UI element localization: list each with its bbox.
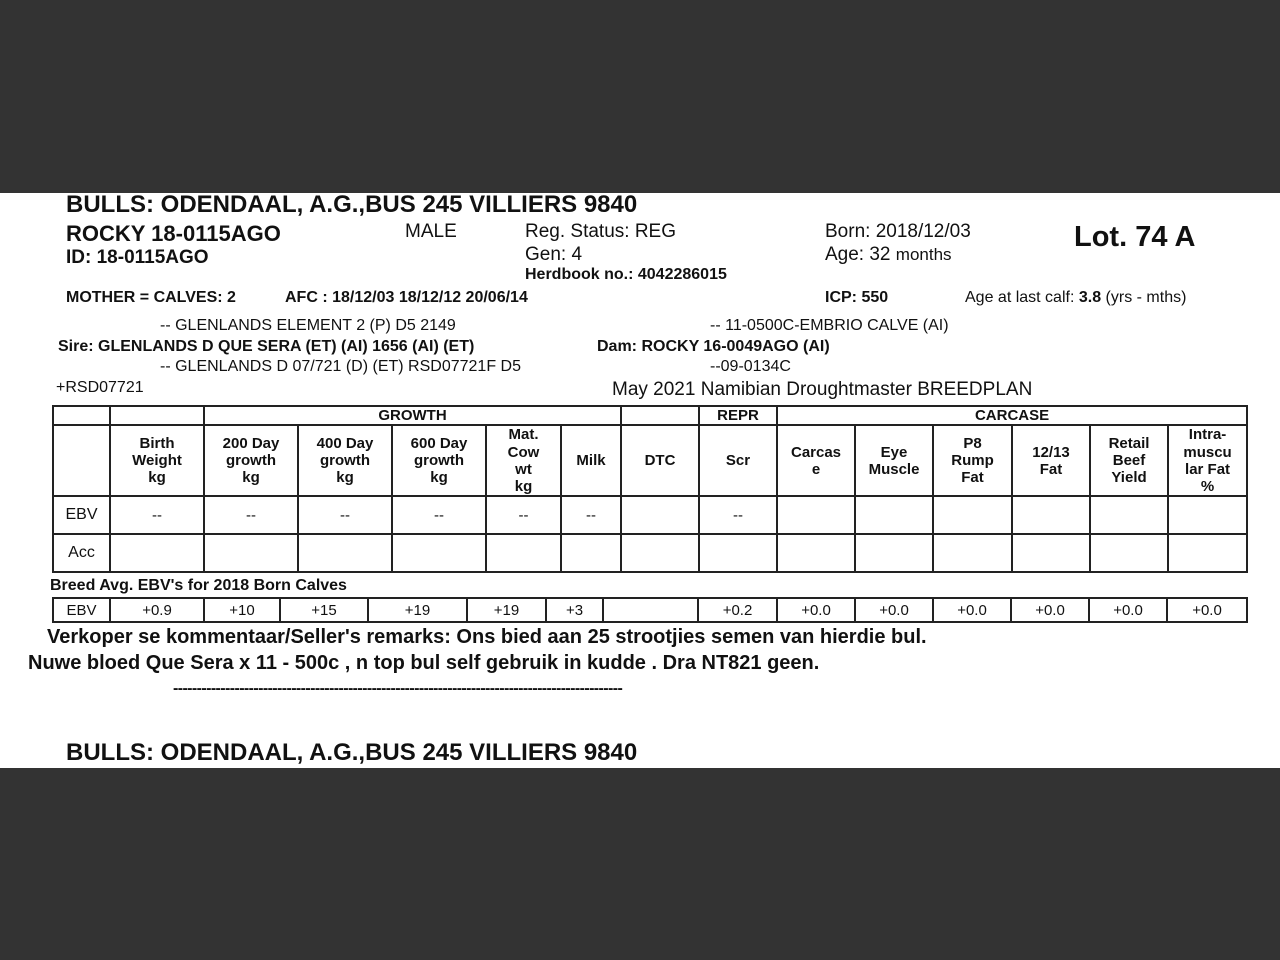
acc-cell	[298, 534, 392, 572]
breed-average-cell: +0.2	[698, 598, 777, 622]
header-p8-rump-fat: P8 Rump Fat	[933, 425, 1012, 496]
row-label-ebv: EBV	[53, 496, 110, 534]
header-600-day: 600 Day growth kg	[392, 425, 486, 496]
breed-average-cell: +0.0	[777, 598, 855, 622]
next-page-title: BULLS: ODENDAAL, A.G.,BUS 245 VILLIERS 9840	[66, 739, 638, 766]
age-last-calf	[965, 290, 1186, 306]
acc-cell	[1168, 534, 1247, 572]
ebv-cell: --	[204, 496, 298, 534]
dam-sire: -- 11-0500C-EMBRIO CALVE (AI)	[710, 317, 949, 334]
breed-average-title: Breed Avg. EBV's for 2018 Born Calves	[50, 577, 347, 594]
acc-cell	[855, 534, 933, 572]
group-blank-label	[53, 406, 110, 425]
header-blank	[53, 425, 110, 496]
animal-name: ROCKY 18-0115AGO	[66, 221, 281, 246]
breed-average-cell: +0.0	[1089, 598, 1167, 622]
seller-remarks-line-1: Verkoper se kommentaar/Seller's remarks: Ons bied aan 25 strootjies semen van hierdie bul.	[47, 626, 927, 648]
acc-cell	[621, 534, 699, 572]
breed-average-cell	[603, 598, 698, 622]
acc-cell	[486, 534, 561, 572]
acc-cell	[1090, 534, 1168, 572]
header-imf: Intra- muscu lar Fat %	[1168, 425, 1247, 496]
age-value: Age: 32	[825, 244, 891, 265]
ebv-cell	[855, 496, 933, 534]
ebv-table	[52, 405, 1248, 573]
ebv-cell: --	[392, 496, 486, 534]
breed-average-cell: +0.9	[110, 598, 204, 622]
age-first-calf: AFC : 18/12/03 18/12/12 20/06/14	[285, 289, 528, 306]
age-last-calf-label: Age at last calf:	[965, 289, 1075, 306]
acc-cell	[561, 534, 621, 572]
ebv-cell	[933, 496, 1012, 534]
sire-sire: -- GLENLANDS ELEMENT 2 (P) D5 2149	[160, 317, 456, 334]
reg-status: Reg. Status: REG	[525, 221, 677, 242]
acc-cell	[777, 534, 855, 572]
ebv-cell: --	[561, 496, 621, 534]
breed-average-cell: +0.0	[855, 598, 933, 622]
breedplan-label: May 2021 Namibian Droughtmaster BREEDPLAN	[612, 379, 1033, 400]
header-rib-fat: 12/13 Fat	[1012, 425, 1090, 496]
ebv-cell: --	[110, 496, 204, 534]
ebv-cell: --	[486, 496, 561, 534]
header-milk: Milk	[561, 425, 621, 496]
group-repr: REPR	[699, 406, 777, 425]
table-row	[53, 598, 1247, 622]
header-scrotal: Scr	[699, 425, 777, 496]
generation: Gen: 4	[525, 244, 583, 265]
acc-cell	[699, 534, 777, 572]
acc-cell	[110, 534, 204, 572]
breed-average-label: EBV	[53, 598, 110, 622]
group-growth: GROWTH	[204, 406, 621, 425]
header-carcase: Carcas e	[777, 425, 855, 496]
breed-average-cell: +19	[467, 598, 546, 622]
age-unit: months	[895, 245, 952, 264]
acc-cell	[392, 534, 486, 572]
breed-average-cell: +10	[204, 598, 280, 622]
lot-number: Lot. 74 A	[1074, 221, 1196, 253]
page-title: BULLS: ODENDAAL, A.G.,BUS 245 VILLIERS 9840	[66, 193, 638, 218]
ebv-cell: --	[298, 496, 392, 534]
herdbook-number: Herdbook no.: 4042286015	[525, 266, 727, 283]
breed-average-table	[52, 597, 1248, 623]
header-birth-weight: Birth Weight kg	[110, 425, 204, 496]
group-blank-dtc	[621, 406, 699, 425]
row-label-acc: Acc	[53, 534, 110, 572]
acc-cell	[1012, 534, 1090, 572]
dam-dam: --09-0134C	[710, 358, 791, 375]
table-row	[53, 534, 1247, 572]
mother-calves: MOTHER = CALVES: 2	[66, 289, 236, 306]
header-dtc: DTC	[621, 425, 699, 496]
breed-average-cell: +3	[546, 598, 603, 622]
age-last-calf-unit: (yrs - mths)	[1105, 289, 1187, 306]
header-eye-muscle: Eye Muscle	[855, 425, 933, 496]
ebv-cell: --	[699, 496, 777, 534]
divider-line: -----------------------------------------------------------------------------------------------	[173, 680, 623, 697]
breed-average-cell: +19	[368, 598, 467, 622]
ebv-cell	[1012, 496, 1090, 534]
sire-dam: -- GLENLANDS D 07/721 (D) (ET) RSD07721F D5	[160, 358, 521, 375]
icp: ICP: 550	[825, 289, 889, 306]
ebv-cell	[1090, 496, 1168, 534]
group-carcase: CARCASE	[777, 406, 1247, 425]
group-blank-birth	[110, 406, 204, 425]
animal-sex: MALE	[405, 221, 457, 242]
breed-average-cell: +0.0	[1011, 598, 1089, 622]
table-row	[53, 496, 1247, 534]
ebv-cell	[621, 496, 699, 534]
acc-cell	[204, 534, 298, 572]
seller-remarks-line-2: Nuwe bloed Que Sera x 11 - 500c , n top bul self gebruik in kudde . Dra NT821 geen.	[28, 652, 820, 674]
acc-cell	[933, 534, 1012, 572]
animal-id: ID: 18-0115AGO	[66, 247, 209, 268]
header-200-day: 200 Day growth kg	[204, 425, 298, 496]
breed-average-cell: +0.0	[933, 598, 1011, 622]
header-400-day: 400 Day growth kg	[298, 425, 392, 496]
ebv-cell	[777, 496, 855, 534]
header-row	[53, 425, 1247, 496]
header-mature-cow-weight: Mat. Cow wt kg	[486, 425, 561, 496]
birth-date: Born: 2018/12/03	[825, 221, 971, 242]
header-retail-beef-yield: Retail Beef Yield	[1090, 425, 1168, 496]
breed-average-cell: +0.0	[1167, 598, 1247, 622]
breed-average-cell: +15	[280, 598, 368, 622]
catalogue-sheet	[0, 193, 1280, 768]
sire: Sire: GLENLANDS D QUE SERA (ET) (AI) 1656 (AI) (ET)	[58, 338, 475, 355]
age	[825, 245, 952, 264]
ebv-cell	[1168, 496, 1247, 534]
age-last-calf-value: 3.8	[1078, 289, 1102, 306]
dam: Dam: ROCKY 16-0049AGO (AI)	[597, 338, 830, 355]
sire-extra: +RSD07721	[56, 379, 144, 396]
group-row	[53, 406, 1247, 425]
